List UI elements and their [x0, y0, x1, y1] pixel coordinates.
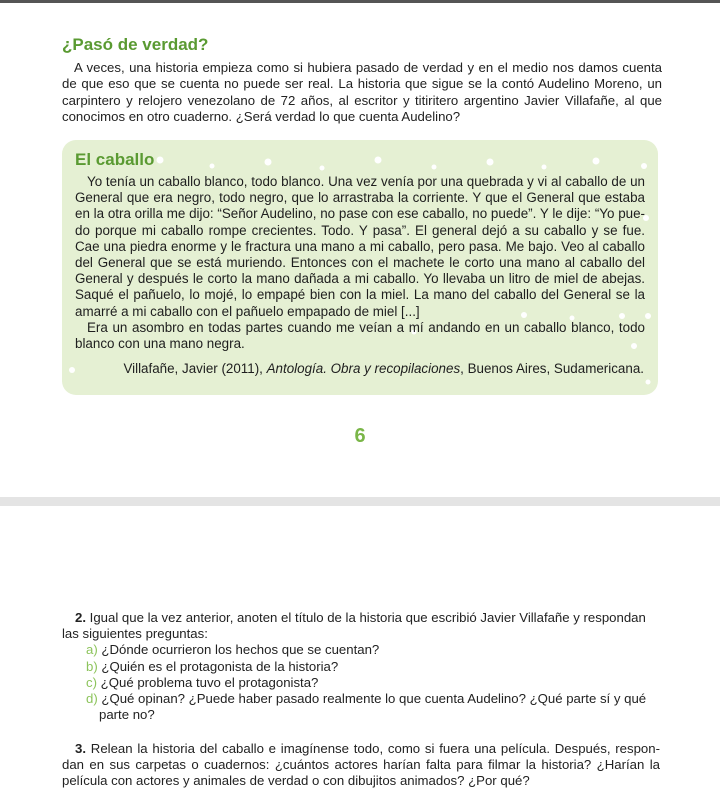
- page-separator: [0, 497, 720, 506]
- question-3-stem: [62, 741, 660, 790]
- dot: [542, 165, 547, 170]
- page-7: [0, 506, 720, 808]
- dot: [645, 313, 651, 319]
- question-text: Igual que la vez anterior, anoten el título de la historia que escribió Javier Villafañe y respondan las siguientes preguntas:: [62, 610, 646, 642]
- sub-text: ¿Qué opinan? ¿Puede haber pasado realmente lo que cuenta Audelino? ¿Qué parte sí y qué parte no?: [99, 691, 647, 723]
- story-text: [75, 174, 645, 352]
- page-6: [0, 3, 720, 497]
- dot: [210, 164, 215, 169]
- dot: [593, 158, 600, 165]
- question-number: 2.: [75, 610, 86, 625]
- sub-letter: d): [86, 691, 98, 707]
- section-title: ¿Pasó de verdad?: [62, 35, 209, 54]
- sub-letter: c): [86, 674, 97, 690]
- sub-text: ¿Qué problema tuvo el protagonista?: [100, 674, 319, 690]
- dot: [157, 157, 164, 164]
- dot: [265, 159, 272, 166]
- question-2-items: [62, 642, 660, 723]
- question-number: 3.: [75, 741, 86, 756]
- question-text: Relean la historia del caballo e imagínense todo, como si fuera una película. Después, respon-dan en sus carpetas o cuadernos: ¿cuántos actores harían falta para filmar la historia? ¿Harían la película con actores y animales de verdad o con dibujitos animados? ¿Por qué?: [62, 741, 660, 789]
- intro-paragraph: A veces, una historia empieza como si hubiera pasado de verdad y en el medio nos damos cuenta de que eso que se cuenta no puede ser real. La historia que sigue se la contó Audelino Moreno, un carpintero y relojero venezolano de 72 años, al escritor y titiritero argentino Javier Villafañe, al que conocimos en otro cuaderno. ¿Será verdad lo que cuenta Audelino?: [62, 60, 662, 124]
- question-2-stem: [62, 610, 660, 642]
- sub-question-d: [62, 691, 660, 723]
- dot: [432, 165, 437, 170]
- sub-text: ¿Quién es el protagonista de la historia?: [101, 658, 339, 674]
- sub-question-a: [62, 642, 660, 658]
- dot: [69, 367, 75, 373]
- dot: [487, 159, 494, 166]
- citation-author: Villafañe, Javier (2011),: [123, 361, 267, 376]
- sub-letter: b): [86, 658, 98, 674]
- sub-text: ¿Dónde ocurrieron los hechos que se cuentan?: [101, 642, 380, 658]
- dot: [646, 380, 651, 385]
- story-paragraph: Era un asombro en todas partes cuando me veían a mí andando en un caballo blanco, todo blanco con una mano negra.: [75, 319, 645, 352]
- story-title: El caballo: [75, 150, 155, 169]
- citation-book: Antología. Obra y recopilaciones: [266, 361, 461, 376]
- story-paragraph: Yo tenía un caballo blanco, todo blanco. Una vez venía por una quebrada y vi al caballo de un General que era negro, todo negro, que lo arrastraba la corriente. Y que el General que estaba en la otra orilla me dijo: “Señor Audelino, no pase con ese caballo, no puede”. Y le dije: “Yo pue-do porque mi caballo rompe crecientes. Todo. Y pasa”. El general dejó a su caballo y se fue. Cae una piedra enorme y le fractura una mano a mi caballo, pero pasa. Me bajo. Veo al caballo del General que se está muriendo. Entonces con el machete le corto una mano al caballo del General y después le corto la mano dañada a mi caballo. Yo llevaba un litro de miel de abejas. Saqué el pañuelo, lo mojé, lo empapé bien con la miel. La mano del caballo del General se la amarré a mi caballo con el pañuelo empapado de miel [...]: [75, 174, 645, 319]
- sub-question-b: [62, 659, 660, 675]
- sub-question-c: [62, 675, 660, 691]
- question-3: [62, 741, 660, 790]
- citation-publisher: , Buenos Aires, Sudamericana.: [460, 361, 644, 376]
- sub-letter: a): [86, 642, 98, 658]
- page-number: 6: [354, 425, 366, 447]
- dot: [375, 157, 382, 164]
- story-box: [62, 140, 658, 395]
- story-citation: [123, 361, 644, 376]
- intro-text: [62, 60, 662, 125]
- question-2: [62, 610, 660, 723]
- dot: [641, 163, 647, 169]
- dot: [320, 166, 325, 171]
